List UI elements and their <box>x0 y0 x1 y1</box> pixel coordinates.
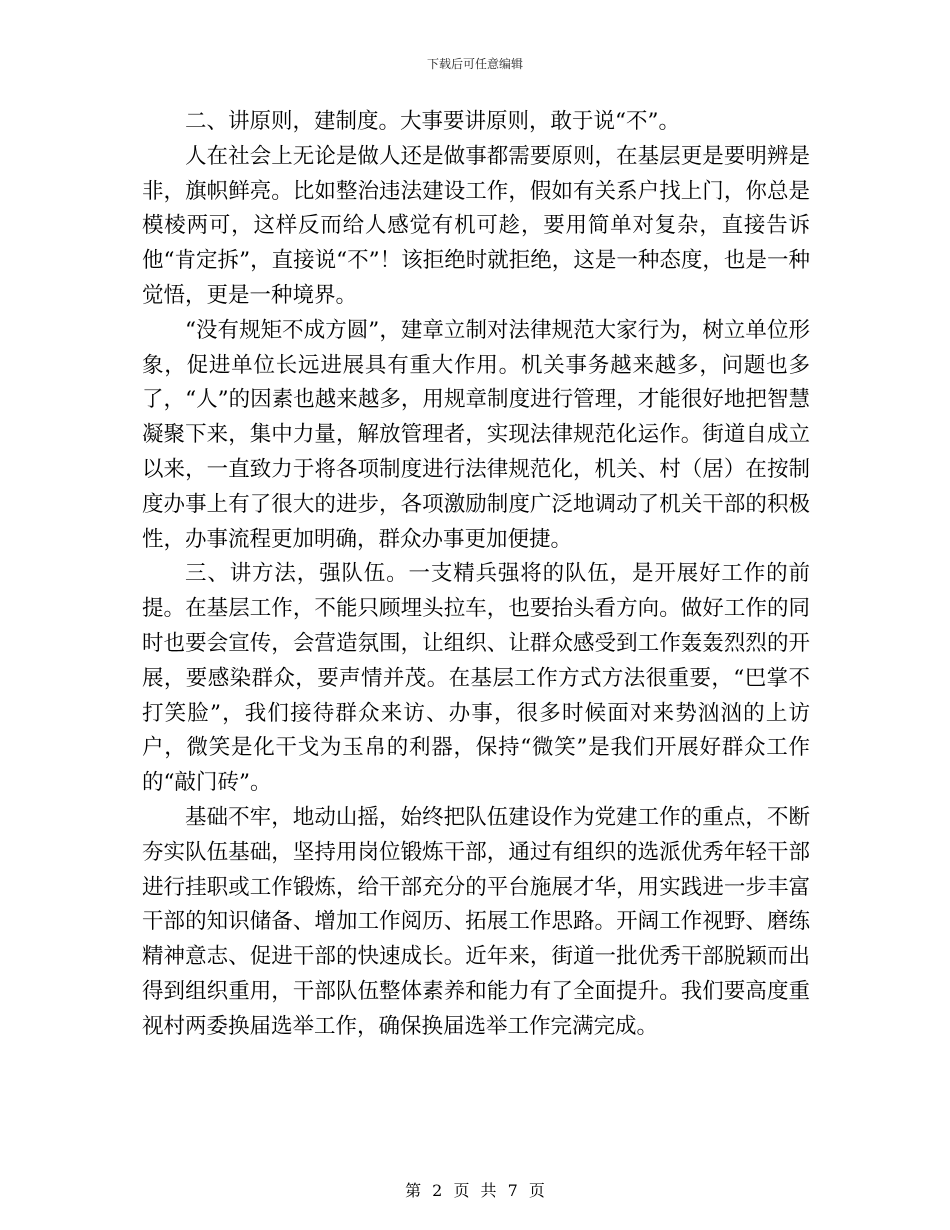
paragraph-principles-heading: 二、讲原则，建制度。大事要讲原则，敢于说“不”。 <box>185 109 680 134</box>
page-header: 下载后可任意编辑 <box>426 57 523 71</box>
page-number-footer: 第 2 页 共 7 页 <box>405 1181 545 1200</box>
paragraph-team-foundation: 基础不牢，地动山摇，始终把队伍建设作为党建工作的重点，不断夯实队伍基础，坚持用岗位锻炼干部，通过有组织的选派优秀年轻干部进行挂职或工作锻炼，给干部充分的平台施展才华，用实践进一步丰富干部的知识储备、增加工作阅历、拓展工作思路。开阔工作视野、磨练精神意志、促进干部的快速成长。近年来，街道一批优秀干部脱颖而出得到组织重用，干部队伍整体素养和能力有了全面提升。我们要高度重视村两委换届选举工作，确保换届选举工作完满完成。 <box>142 804 810 1039</box>
paragraph-rules-system: “没有规矩不成方圆”，建章立制对法律规范大家行为，树立单位形象，促进单位长远进展具有重大作用。机关事务越来越多，问题也多了，“人”的因素也越来越多，用规章制度进行管理，才能很好地把智慧凝聚下来，集中力量，解放管理者，实现法律规范化运作。街道自成立以来，一直致力于将各项制度进行法律规范化，机关、村（居）在按制度办事上有了很大的进步，各项激励制度广泛地调动了机关干部的积极性，办事流程更加明确，群众办事更加便捷。 <box>142 317 810 552</box>
paragraph-principles-body: 人在社会上无论是做人还是做事都需要原则，在基层更是要明辨是非，旗帜鲜亮。比如整治违法建设工作，假如有关系户找上门，你总是模棱两可，这样反而给人感觉有机可趁，要用简单对复杂，直接告诉他“肯定拆”，直接说“不”！该拒绝时就拒绝，这是一种态度，也是一种觉悟，更是一种境界。 <box>142 143 810 308</box>
paragraph-methods-team: 三、讲方法，强队伍。一支精兵强将的队伍，是开展好工作的前提。在基层工作，不能只顾埋头拉车，也要抬头看方向。做好工作的同时也要会宣传，会营造氛围，让组织、让群众感受到工作轰轰烈烈的开展，要感染群众，要声情并茂。在基层工作方式方法很重要，“巴掌不打笑脸”，我们接待群众来访、办事，很多时候面对来势汹汹的上访户，微笑是化干戈为玉帛的利器，保持“微笑”是我们开展好群众工作的“敲门砖”。 <box>142 561 810 796</box>
document-body <box>142 105 810 1045</box>
